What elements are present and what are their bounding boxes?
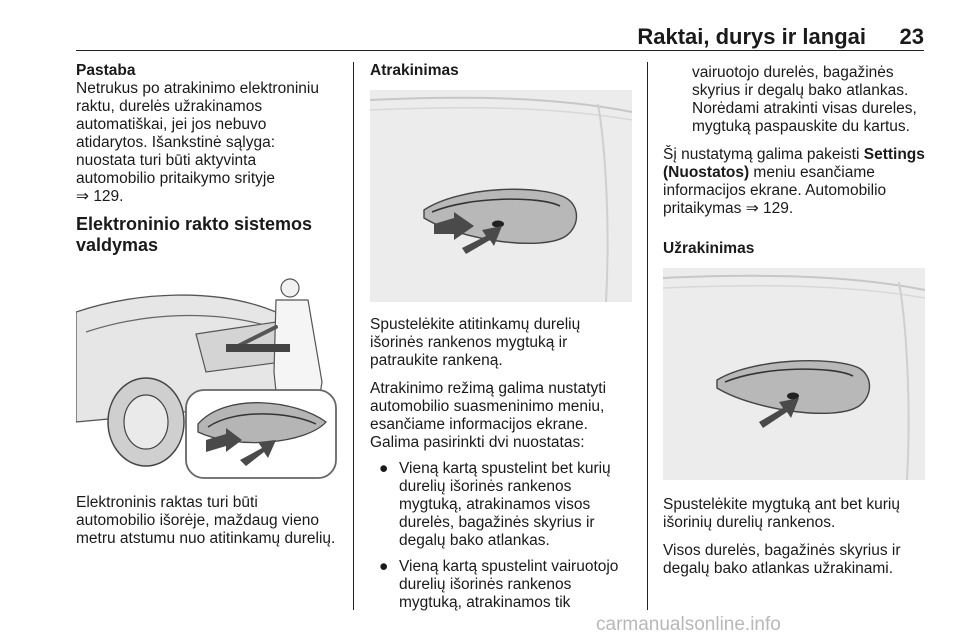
unlock-mode-text: Atrakinimo režimą galima nustatyti automobilio suasmeninimo meniu, esančiame informacijos ekrane. Galima pasirinkti dvi nuostatas:	[370, 380, 607, 451]
unlock-instruction: Spustelėkite atitinkamų durelių išorinės rankenos mygtuką ir patraukite rankeną.	[370, 316, 581, 369]
settings-text-start: Šį nustatymą galima pakeisti	[663, 146, 864, 163]
illustration-caption: Elektroninis raktas turi būti automobilio išorėje, maždaug vieno metru atstumu nuo atitinkamų durelių.	[76, 494, 336, 547]
note-reference[interactable]	[76, 188, 338, 206]
column-middle	[370, 62, 632, 620]
watermark: carmanualsonline.info	[596, 614, 781, 635]
page-ref-icon: ⇒	[76, 188, 89, 205]
page-ref-number[interactable]: 129.	[763, 200, 794, 217]
page-number: 23	[899, 24, 924, 49]
page-ref-icon[interactable]: ⇒	[745, 200, 759, 217]
unlock-options-list	[370, 460, 632, 612]
settings-text-end: meniu esančiame informacijos ekrane. Automobilio pritaikymas	[663, 164, 887, 217]
bullet-icon: ●	[379, 460, 389, 477]
door-handle-unlock-illustration	[370, 90, 632, 302]
section-heading: Atrakinimas	[370, 62, 459, 79]
lock-instruction: Spustelėkite mygtuką ant bet kurių išorinių durelių rankenos.	[663, 496, 900, 531]
list-item-text: Vieną kartą spustelint bet kurių durelių išorinės rankenos mygtuką, atrakinamos visos durelės, bagažinės skyrius ir degalų bako atlankas.	[399, 460, 611, 549]
section-heading: Elektroninio rakto sistemos valdymas	[76, 214, 313, 255]
lock-result: Visos durelės, bagažinės skyrius ir degalų bako atlankas užrakinami.	[663, 542, 901, 577]
page-header	[76, 26, 924, 51]
door-handle-lock-illustration	[663, 268, 925, 480]
page-ref-number: 129.	[93, 188, 124, 205]
car-key-illustration	[76, 272, 338, 484]
column-left	[76, 62, 338, 548]
column-divider	[353, 62, 354, 610]
list-continuation: vairuotojo durelės, bagažinės skyrius ir degalų bako atlankas. Norėdami atrakinti visas dureles, mygtuką paspauskite du kartus.	[692, 64, 917, 135]
column-divider	[647, 62, 648, 610]
list-item	[370, 558, 632, 612]
column-right	[663, 62, 925, 578]
chapter-title: Raktai, durys ir langai	[637, 24, 866, 49]
section-heading: Užrakinimas	[663, 240, 755, 257]
bullet-icon: ●	[379, 558, 389, 575]
note-text: Netrukus po atrakinimo elektroniniu raktu, durelės užrakinamos automatiškai, jei jos nebuvo atidarytos. Išankstinė sąlyga: nuostata turi būti aktyvinta automobilio pritaikymo srityje	[76, 80, 319, 187]
list-item-text: Vieną kartą spustelint vairuotojo durelių išorinės rankenos mygtuką, atrakinamos tik	[399, 558, 619, 611]
note-label: Pastaba	[76, 62, 136, 79]
list-item	[370, 460, 632, 550]
settings-text	[663, 146, 925, 218]
settings-menu-name: Settings (Nuostatos)	[663, 146, 925, 181]
